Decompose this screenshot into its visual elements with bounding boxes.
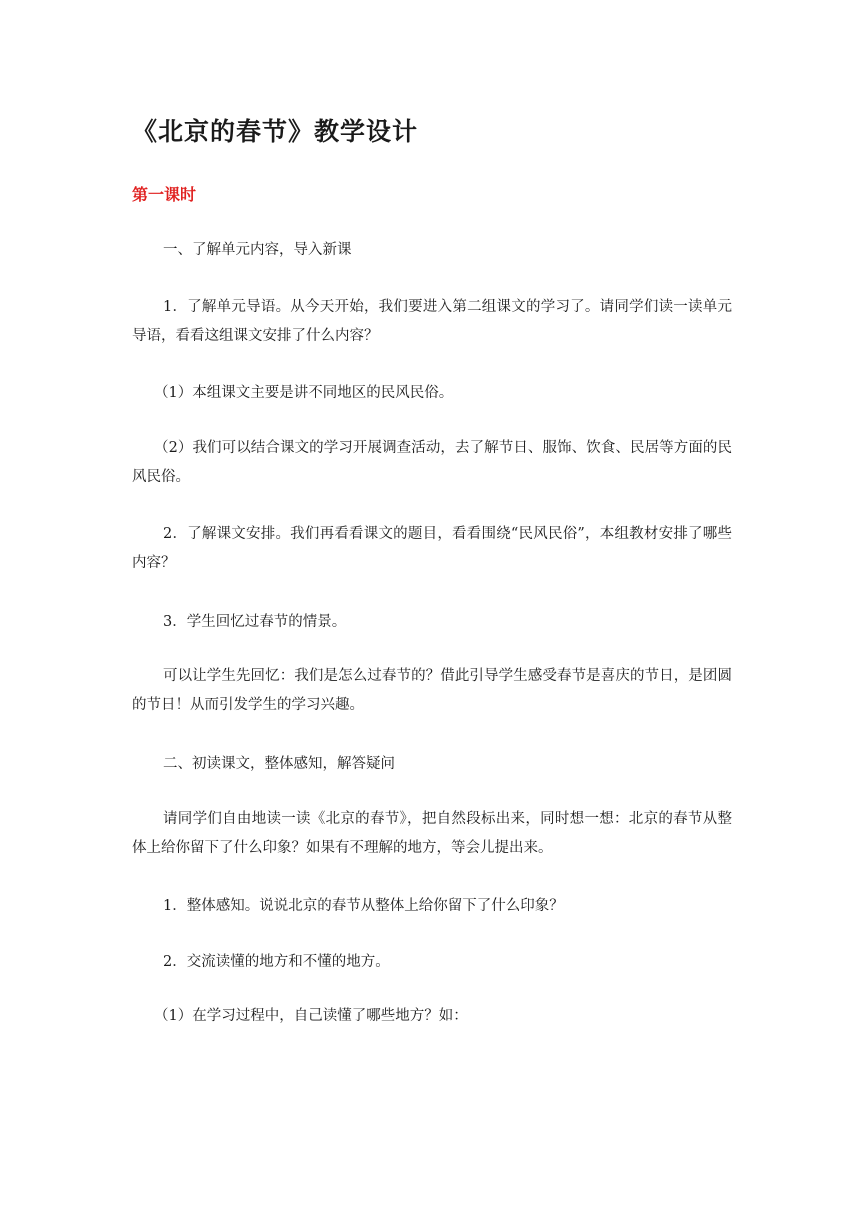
paragraph: 1．整体感知。说说北京的春节从整体上给你留下了什么印象？ (163, 898, 564, 914)
paragraph: 请同学们自由地读一读《北京的春节》，把自然段标出来，同时想一想：北京的春节从整体上给你留下了什么印象？如果有不理解的地方，等会儿提出来。 (132, 811, 732, 856)
paragraph: 2．了解课文安排。我们再看看课文的题目，看看围绕“民风民俗”，本组教材安排了哪些内容？ (132, 526, 732, 571)
document-title: 《北京的春节》教学设计 (132, 117, 419, 146)
lesson-heading: 第一课时 (132, 185, 197, 204)
paragraph: （1）在学习过程中，自己读懂了哪些地方？如： (154, 1008, 468, 1024)
section-heading-1: 一、了解单元内容，导入新课 (163, 242, 352, 258)
section-heading-2: 二、初读课文，整体感知，解答疑问 (163, 756, 395, 772)
paragraph: 1．了解单元导语。从今天开始，我们要进入第二组课文的学习了。请同学们读一读单元导语，看看这组课文安排了什么内容？ (132, 299, 732, 344)
paragraph: 3．学生回忆过春节的情景。 (163, 614, 347, 630)
paragraph: （2）我们可以结合课文的学习开展调查活动，去了解节日、服饰、饮食、民居等方面的民风民俗。 (132, 440, 732, 485)
paragraph: 2．交流读懂的地方和不懂的地方。 (163, 954, 390, 970)
paragraph: 可以让学生先回忆：我们是怎么过春节的？借此引导学生感受春节是喜庆的节日，是团圆的节日！从而引发学生的学习兴趣。 (132, 668, 732, 713)
paragraph: （1）本组课文主要是讲不同地区的民风民俗。 (154, 385, 454, 401)
